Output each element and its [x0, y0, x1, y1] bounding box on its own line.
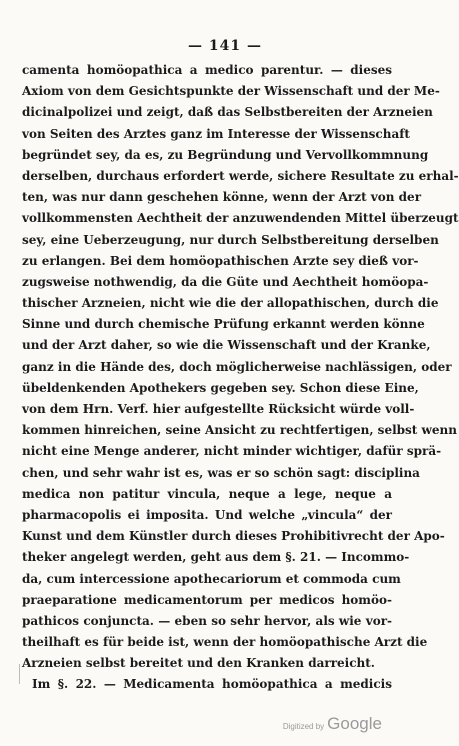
text-line: sey, eine Ueberzeugung, nur durch Selbstbereitung derselben	[22, 232, 439, 247]
text-line: von Seiten des Arztes ganz im Interesse der Wissenschaft	[22, 126, 410, 141]
text-line: ganz in die Hände des, doch möglicherweise nachlässigen, oder	[22, 359, 452, 374]
text-line: pathicos conjuncta. — eben so sehr hervor, als wie vor-	[22, 613, 392, 628]
text-line: da, cum intercessione apothecariorum et commoda cum	[22, 571, 401, 586]
text-line: praeparatione medicamentorum per medicos homöo-	[22, 592, 392, 607]
text-line: dicinalpolizei und zeigt, daß das Selbstbereiten der Arzneien	[22, 105, 433, 120]
page-number-header: — 141 —	[188, 38, 262, 54]
text-line: zugsweise nothwendig, da die Güte und Aechtheit homöopa-	[22, 274, 429, 289]
text-line: theker angelegt werden, geht aus dem §. 21. — Incommo-	[22, 550, 410, 565]
text-line: kommen hinreichen, seine Ansicht zu rechtfertigen, selbst wenn	[22, 423, 457, 438]
text-line: ten, was nur dann geschehen könne, wenn der Arzt von der	[22, 190, 422, 205]
text-line: Im §. 22. — Medicamenta homöopathica a medicis	[32, 677, 392, 692]
text-line: Axiom von dem Gesichtspunkte der Wissenschaft und der Me-	[22, 84, 440, 99]
text-line: Sinne und durch chemische Prüfung erkannt werden könne	[22, 317, 425, 332]
text-line: zu erlangen. Bei dem homöopathischen Arzte sey dieß vor-	[22, 253, 419, 268]
text-line: pharmacopolis ei imposita. Und welche „vincula“ der	[22, 507, 392, 522]
body-text	[22, 60, 459, 696]
digitization-watermark	[283, 714, 382, 734]
scan-margin-mark	[19, 664, 20, 684]
text-line: theilhaft es für beide ist, wenn der homöopathische Arzt die	[22, 635, 428, 650]
text-line: und der Arzt daher, so wie die Wissenschaft und der Kranke,	[22, 338, 431, 353]
text-line: nicht eine Menge anderer, nicht minder wichtiger, dafür sprä-	[22, 444, 442, 459]
text-line: von dem Hrn. Verf. hier aufgestellte Rücksicht würde voll-	[22, 402, 415, 416]
text-line: übeldenkenden Apothekers gegeben sey. Schon diese Eine,	[22, 380, 419, 395]
text-line: chen, und sehr wahr ist es, was er so schön sagt: disciplina	[22, 465, 420, 480]
text-line: Kunst und dem Künstler durch dieses Prohibitivrecht der Apo-	[22, 529, 445, 544]
text-line: vollkommensten Aechtheit der anzuwendenden Mittel überzeugt	[22, 211, 459, 226]
google-logo: Google	[327, 714, 382, 733]
text-line: begründet sey, da es, zu Begründung und Vervollkommnung	[22, 147, 429, 162]
text-line: derselben, durchaus erfordert werde, sichere Resultate zu erhal-	[22, 168, 459, 183]
text-line: Arzneien selbst bereitet und den Kranken darreicht.	[22, 656, 375, 671]
text-line: medica non patitur vincula, neque a lege, neque a	[22, 486, 392, 501]
watermark-prefix: Digitized by	[282, 722, 325, 731]
text-line: thischer Arzneien, nicht wie die der allopathischen, durch die	[22, 296, 439, 311]
text-line: camenta homöopathica a medico parentur. — dieses	[22, 63, 392, 77]
